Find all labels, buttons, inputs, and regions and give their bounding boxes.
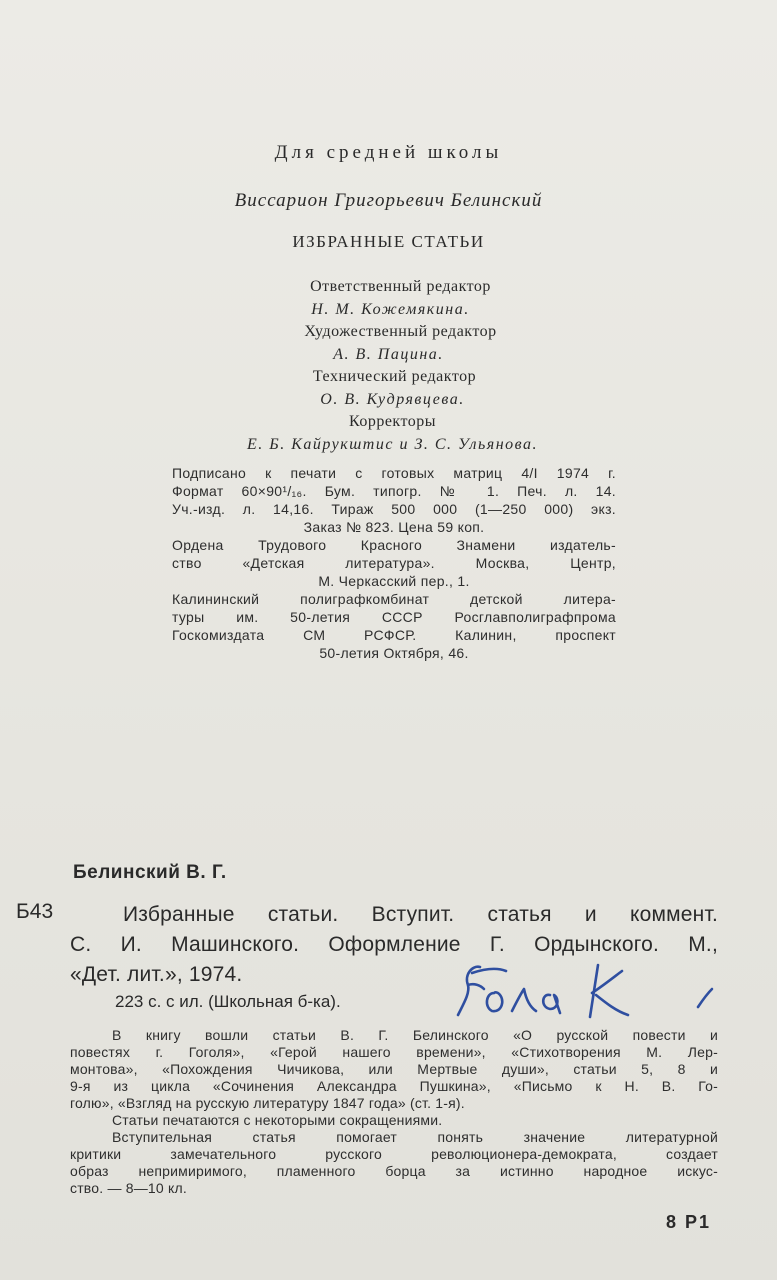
staff-role: Ответственный редактор: [310, 278, 491, 295]
annotation-line: монтова», «Похождения Чичикова, или Мертвые души», статьи 5, 8 и: [70, 1061, 718, 1077]
catalog-card-annotation: [70, 1027, 718, 1197]
annotation-line: критики замечательного русского революционера-демократа, создает: [70, 1146, 718, 1162]
catalog-card-author: Белинский В. Г.: [73, 862, 227, 883]
imprint-line: Подписано к печати с готовых матриц 4/I 1974 г.: [172, 465, 616, 481]
annotation-line: 9-я из цикла «Сочинения Александра Пушкина», «Письмо к Н. В. Го-: [70, 1078, 718, 1094]
annotation-line: Вступительная статья помогает понять значение литературной: [112, 1129, 718, 1145]
author-full-name: Виссарион Григорьевич Белинский: [234, 190, 543, 211]
annotation-line: повестях г. Гоголя», «Герой нашего времени», «Стихотворения М. Лер-: [70, 1044, 718, 1060]
annotation-line: образ непримиримого, пламенного борца за истинно народное искус-: [70, 1163, 718, 1179]
annotation-line: ство. — 8—10 кл.: [70, 1180, 187, 1196]
book-title: ИЗБРАННЫЕ СТАТЬИ: [292, 232, 485, 251]
catalog-card-pages: 223 с. с ил. (Школьная б-ка).: [115, 992, 341, 1011]
imprint-line: Уч.-изд. л. 14,16. Тираж 500 000 (1—250 000) экз.: [172, 501, 616, 517]
imprint-line: 50-летия Октября, 46.: [319, 645, 469, 661]
series-title: Для средней школы: [274, 142, 503, 163]
staff-role: Корректоры: [348, 413, 437, 430]
staff-name: Е. Б. Кайрукштис и З. С. Ульянова.: [247, 436, 538, 453]
imprint-line: туры им. 50-летия СССР Росглавполиграфпрома: [172, 609, 616, 625]
staff-name: А. В. Пацина.: [333, 346, 444, 363]
staff-name: Н. М. Кожемякина.: [311, 301, 470, 318]
imprint-line: Калининский полиграфкомбинат детской литера-: [172, 591, 616, 607]
imprint-line: ство «Детская литература». Москва, Центр,: [172, 555, 616, 571]
annotation-line: голю», «Взгляд на русскую литературу 1847 года» (ст. 1-я).: [70, 1095, 465, 1111]
imprint-block: [172, 464, 616, 662]
staff-role: Технический редактор: [312, 368, 477, 385]
staff-name: О. В. Кудрявцева.: [320, 391, 465, 408]
staff-role: Художественный редактор: [304, 323, 497, 340]
catalog-card-description: С. И. Машинского. Оформление Г. Ордынского. М.,: [70, 933, 718, 956]
imprint-line: М. Черкасский пер., 1.: [318, 573, 470, 589]
catalog-card-description: Избранные статьи. Вступит. статья и коммент.: [123, 903, 718, 926]
annotation-line: В книгу вошли статьи В. Г. Белинского «О русской повести и: [112, 1027, 718, 1043]
catalog-card-code: Б43: [16, 900, 54, 923]
imprint-line: Ордена Трудового Красного Знамени издатель-: [172, 537, 616, 553]
imprint-line: Формат 60×90¹/₁₆. Бум. типогр. № 1. Печ. л. 14.: [172, 483, 616, 499]
imprint-line: Госкомиздата СМ РСФСР. Калинин, проспект: [172, 627, 616, 643]
handwritten-signature: [450, 955, 740, 1030]
catalog-card-description: «Дет. лит.», 1974.: [70, 963, 243, 986]
signature-code: 8 Р1: [666, 1212, 712, 1232]
annotation-line: Статьи печатаются с некоторыми сокращениями.: [112, 1112, 443, 1128]
imprint-line: Заказ № 823. Цена 59 коп.: [303, 519, 485, 535]
